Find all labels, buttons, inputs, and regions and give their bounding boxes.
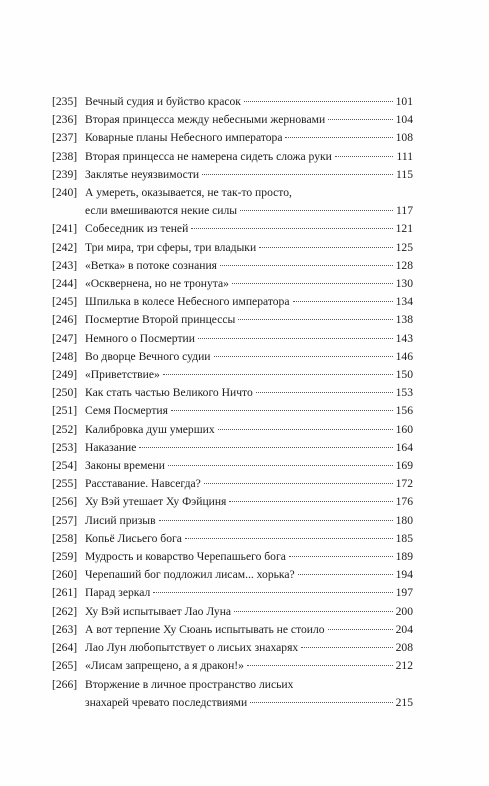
page-number: 164 (395, 440, 413, 454)
toc-entry-line (52, 93, 413, 111)
page-number: 104 (395, 113, 413, 127)
page-number: 194 (395, 568, 413, 582)
toc-entry-line (52, 639, 413, 657)
chapter-title-continuation: если вмешиваются некие силы (85, 204, 238, 218)
page-number: 197 (395, 586, 413, 600)
dot-leader (185, 538, 393, 539)
page-number: 128 (395, 258, 413, 272)
chapter-title: А вот терпение Ху Сюань испытывать не стоило (85, 622, 325, 636)
page-number: 134 (395, 295, 413, 309)
chapter-number: [266] (52, 677, 78, 691)
toc-entry-line (52, 402, 413, 420)
chapter-number: [241] (52, 222, 78, 236)
toc-entry-line (52, 111, 413, 129)
dot-leader (191, 228, 392, 229)
toc-entry (52, 584, 413, 602)
toc-entry-line (52, 439, 413, 457)
chapter-number: [263] (52, 622, 78, 636)
dot-leader (218, 429, 393, 430)
chapter-number: [248] (52, 349, 78, 363)
toc-entry-first-line (52, 184, 413, 202)
chapter-title: Вторжение в личное пространство лисьих (85, 677, 294, 691)
chapter-number: [260] (52, 568, 78, 582)
toc-entry-line (52, 148, 413, 166)
page-number: 150 (395, 368, 413, 382)
toc-entry-line (52, 311, 413, 329)
toc-entry-line (52, 457, 413, 475)
page-number: 160 (395, 422, 413, 436)
toc-entry (52, 275, 413, 293)
toc-entry-line (52, 421, 413, 439)
page-number: 101 (395, 95, 413, 108)
dot-leader (234, 611, 393, 612)
dot-leader (139, 447, 392, 448)
toc-entry (52, 366, 413, 384)
page-number: 121 (395, 222, 413, 236)
toc-entry (52, 239, 413, 257)
chapter-number: [255] (52, 477, 78, 491)
chapter-number: [250] (52, 386, 78, 400)
toc-entry (52, 512, 413, 530)
chapter-number: [253] (52, 440, 78, 454)
dot-leader (247, 665, 393, 666)
page-number: 117 (396, 204, 413, 218)
chapter-title: Вторая принцесса между небесными жерновами (85, 113, 326, 127)
page-number: 185 (395, 531, 413, 545)
dot-leader (229, 501, 392, 502)
chapter-number: [257] (52, 513, 78, 527)
toc-entry-line (52, 330, 413, 348)
toc-entry-line (52, 257, 413, 275)
chapter-title: Посмертие Второй принцессы (85, 313, 236, 327)
dot-leader (153, 592, 392, 593)
toc-entry-continuation (52, 694, 413, 712)
page-number: 180 (395, 513, 413, 527)
chapter-title: Расставание. Навсегда? (85, 477, 201, 491)
chapter-number: [243] (52, 258, 78, 272)
chapter-number: [240] (52, 186, 78, 200)
page-number: 125 (395, 240, 413, 254)
chapter-number: [258] (52, 531, 78, 545)
chapter-title: Заклятье неуязвимости (85, 167, 200, 181)
toc-entry (52, 657, 413, 675)
chapter-number: [237] (52, 131, 78, 145)
dot-leader (204, 483, 393, 484)
toc-entry (52, 475, 413, 493)
chapter-number: [239] (52, 167, 78, 181)
chapter-title: «Ветка» в потоке сознания (85, 258, 217, 272)
toc-entry (52, 530, 413, 548)
chapter-number: [264] (52, 641, 78, 655)
chapter-number: [247] (52, 331, 78, 345)
page-number: 146 (395, 349, 413, 363)
dot-leader (293, 301, 393, 302)
chapter-title: Как стать частью Великого Ничто (85, 386, 253, 400)
dot-leader (298, 574, 393, 575)
page-number: 204 (395, 622, 413, 636)
toc-entry-line (52, 493, 413, 511)
dot-leader (259, 247, 392, 248)
dot-leader (328, 119, 392, 120)
chapter-number: [256] (52, 495, 78, 509)
dot-leader (202, 174, 393, 175)
toc-entry-line (52, 621, 413, 639)
toc-entry-line (52, 275, 413, 293)
dot-leader (220, 265, 393, 266)
toc-entry (52, 93, 413, 111)
page-number: 143 (395, 331, 413, 345)
chapter-number: [262] (52, 604, 78, 618)
chapter-title: Наказание (85, 440, 137, 454)
toc-entry-line (52, 566, 413, 584)
table-of-contents (52, 93, 413, 712)
chapter-number: [252] (52, 422, 78, 436)
toc-entry (52, 348, 413, 366)
toc-entry (52, 257, 413, 275)
toc-entry (52, 129, 413, 147)
chapter-title: Черепаший бог подложил лисам... хорька? (85, 568, 295, 582)
toc-entry (52, 439, 413, 457)
chapter-title: Шпилька в колесе Небесного императора (85, 295, 290, 309)
toc-entry-line (52, 657, 413, 675)
toc-entry-line (52, 475, 413, 493)
page-number: 138 (395, 313, 413, 327)
chapter-title: Парад зеркал (85, 586, 151, 600)
chapter-title: Собеседник из теней (85, 222, 189, 236)
chapter-number: [245] (52, 295, 78, 309)
dot-leader (168, 465, 393, 466)
dot-leader (163, 374, 393, 375)
chapter-title: Немного о Посмертии (85, 331, 195, 345)
chapter-title: Законы времени (85, 459, 165, 473)
toc-entry-line (52, 239, 413, 257)
dot-leader (214, 356, 393, 357)
dot-leader (171, 410, 393, 411)
page-number: 108 (395, 131, 413, 145)
dot-leader (301, 647, 392, 648)
toc-entry (52, 311, 413, 329)
chapter-title: Вторая принцесса не намерена сидеть сложа руки (85, 149, 332, 163)
toc-entry-line (52, 603, 413, 621)
toc-entry-continuation (52, 202, 413, 220)
chapter-number: [265] (52, 659, 78, 673)
chapter-title: Мудрость и коварство Черепашьего бога (85, 550, 286, 564)
dot-leader (289, 556, 393, 557)
toc-entry (52, 676, 413, 712)
toc-entry (52, 402, 413, 420)
chapter-number: [259] (52, 550, 78, 564)
toc-entry (52, 384, 413, 402)
dot-leader (232, 283, 393, 284)
dot-leader (240, 210, 393, 211)
dot-leader (238, 319, 392, 320)
chapter-number: [254] (52, 459, 78, 473)
toc-entry-line (52, 530, 413, 548)
toc-entry-line (52, 293, 413, 311)
toc-entry-line (52, 548, 413, 566)
chapter-title: Ху Вэй утешает Ху Фэйциня (85, 495, 227, 509)
toc-entry-line (52, 129, 413, 147)
toc-entry (52, 184, 413, 220)
chapter-number: [242] (52, 240, 78, 254)
chapter-number: [238] (52, 149, 78, 163)
page-number: 156 (395, 404, 413, 418)
page-number: 215 (395, 695, 413, 709)
dot-leader (198, 338, 393, 339)
chapter-title: Ху Вэй испытывает Лао Луна (85, 604, 232, 618)
chapter-number: [249] (52, 368, 78, 382)
chapter-title: Калибровка душ умерших (85, 422, 215, 436)
toc-entry-line (52, 348, 413, 366)
toc-entry (52, 603, 413, 621)
toc-entry (52, 330, 413, 348)
page-number: 111 (396, 149, 413, 163)
dot-leader (159, 520, 393, 521)
toc-entry (52, 548, 413, 566)
chapter-number: [251] (52, 404, 78, 418)
toc-entry-line (52, 366, 413, 384)
toc-entry (52, 457, 413, 475)
page-number: 200 (395, 604, 413, 618)
chapter-title: Копьё Лисьего бога (85, 531, 182, 545)
chapter-number: [236] (52, 113, 78, 127)
toc-entry (52, 639, 413, 657)
chapter-title: А умереть, оказывается, не так-то просто, (85, 186, 292, 200)
page-number: 130 (395, 277, 413, 291)
toc-entry (52, 566, 413, 584)
dot-leader (335, 156, 394, 157)
toc-entry-line (52, 220, 413, 238)
toc-entry-first-line (52, 676, 413, 694)
chapter-title: Вечный судия и буйство красок (85, 95, 241, 108)
page-number: 115 (396, 167, 413, 181)
page-number: 172 (395, 477, 413, 491)
dot-leader (244, 101, 393, 102)
toc-entry (52, 166, 413, 184)
dot-leader (250, 702, 392, 703)
chapter-title: Коварные планы Небесного императора (85, 131, 283, 145)
toc-entry (52, 493, 413, 511)
toc-entry-line (52, 584, 413, 602)
dot-leader (256, 392, 393, 393)
chapter-number: [235] (52, 95, 78, 108)
chapter-number: [261] (52, 586, 78, 600)
dot-leader (285, 137, 392, 138)
chapter-title: Лисий призыв (85, 513, 156, 527)
chapter-title: Семя Посмертия (85, 404, 168, 418)
toc-entry-line (52, 384, 413, 402)
chapter-title: «Приветствие» (85, 368, 160, 382)
toc-entry (52, 148, 413, 166)
toc-entry (52, 421, 413, 439)
chapter-number: [246] (52, 313, 78, 327)
chapter-title-continuation: знахарей чревато последствиями (85, 695, 248, 709)
page-number: 208 (395, 641, 413, 655)
chapter-title: Три мира, три сферы, три владыки (85, 240, 257, 254)
chapter-title: «Осквернена, но не тронута» (85, 277, 229, 291)
page-number: 169 (395, 459, 413, 473)
chapter-number: [244] (52, 277, 78, 291)
toc-entry-line (52, 512, 413, 530)
toc-entry-line (52, 166, 413, 184)
toc-entry (52, 293, 413, 311)
page-number: 189 (395, 550, 413, 564)
toc-entry (52, 621, 413, 639)
page-number: 176 (395, 495, 413, 509)
dot-leader (328, 629, 393, 630)
page-number: 153 (395, 386, 413, 400)
chapter-title: Лао Лун любопытствует о лисьих знахарях (85, 641, 299, 655)
page-number: 212 (395, 659, 413, 673)
toc-entry (52, 220, 413, 238)
chapter-title: Во дворце Вечного судии (85, 349, 211, 363)
chapter-title: «Лисам запрещено, а я дракон!» (85, 659, 244, 673)
toc-entry (52, 111, 413, 129)
